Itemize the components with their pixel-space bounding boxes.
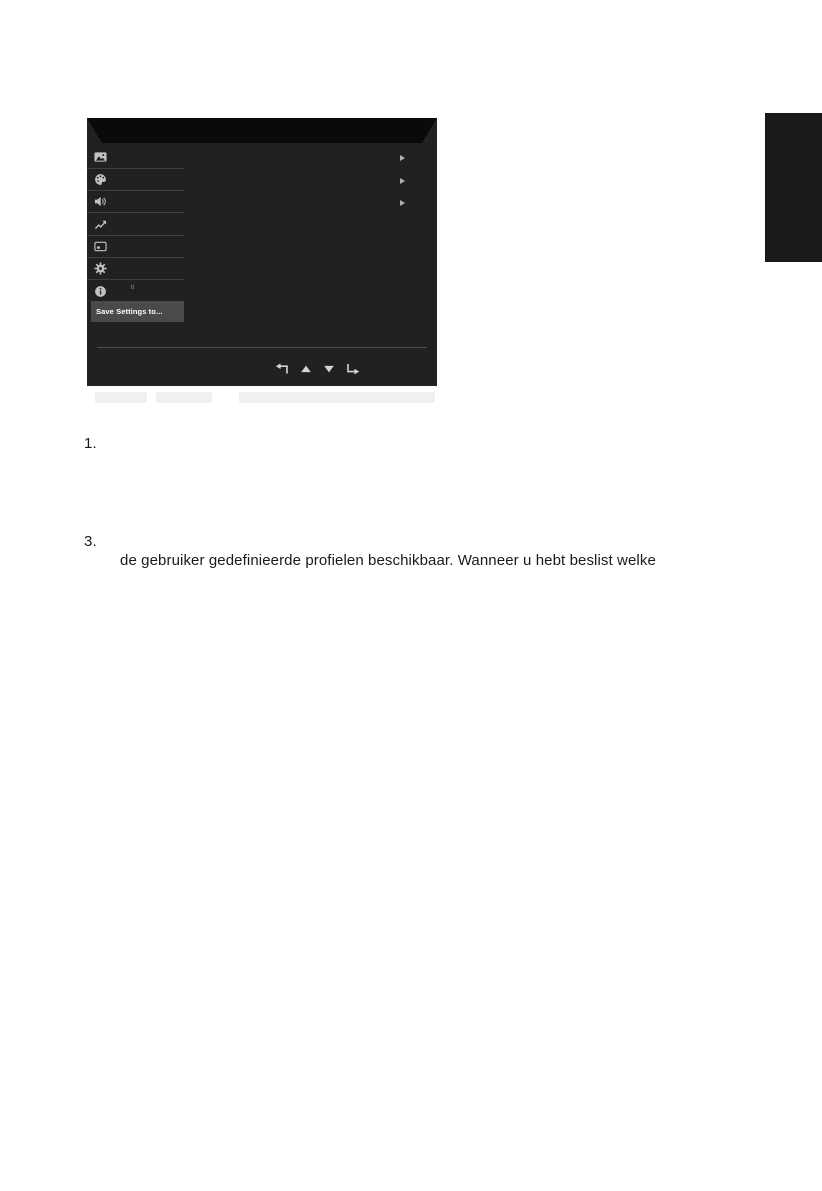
osd-window-icon xyxy=(94,240,107,253)
faded-print-artifact xyxy=(239,392,435,403)
osd-header-bar xyxy=(87,118,437,143)
list-item-3-text: de gebruiker gedefinieerde profielen beschikbaar. Wanneer u hebt beslist welke xyxy=(120,552,656,569)
submenu-arrow-icon xyxy=(400,200,405,206)
gear-icon xyxy=(94,262,107,275)
speaker-icon xyxy=(94,195,107,208)
osd-menu-item-picture xyxy=(87,147,184,169)
osd-menu-item-performance xyxy=(87,214,184,236)
up-icon xyxy=(300,363,312,375)
trend-arrow-icon xyxy=(94,218,107,231)
list-marker-1: 1. xyxy=(84,435,97,452)
back-icon xyxy=(275,363,289,375)
submenu-arrow-icon xyxy=(400,178,405,184)
osd-selected-item-save-settings xyxy=(91,301,184,322)
info-note-text: ti xyxy=(131,285,135,291)
down-icon xyxy=(323,363,335,375)
osd-footer-controls xyxy=(275,361,360,377)
osd-menu-item-audio xyxy=(87,191,184,213)
osd-menu-item-osd xyxy=(87,236,184,258)
faded-print-artifact xyxy=(156,392,212,403)
info-icon xyxy=(94,285,107,298)
osd-menu-screenshot xyxy=(87,118,437,386)
osd-menu-item-information xyxy=(87,280,184,302)
submenu-arrow-icon xyxy=(400,155,405,161)
list-marker-3: 3. xyxy=(84,533,97,550)
selected-item-label: Save Settings to... xyxy=(96,307,163,316)
page-edge-chapter-tab xyxy=(765,113,822,262)
osd-footer-divider xyxy=(97,347,427,348)
color-palette-icon xyxy=(94,173,107,186)
enter-icon xyxy=(346,363,360,375)
faded-print-artifact xyxy=(95,392,147,403)
osd-menu-item-color xyxy=(87,169,184,191)
osd-menu-item-system xyxy=(87,258,184,280)
picture-icon xyxy=(94,151,107,164)
